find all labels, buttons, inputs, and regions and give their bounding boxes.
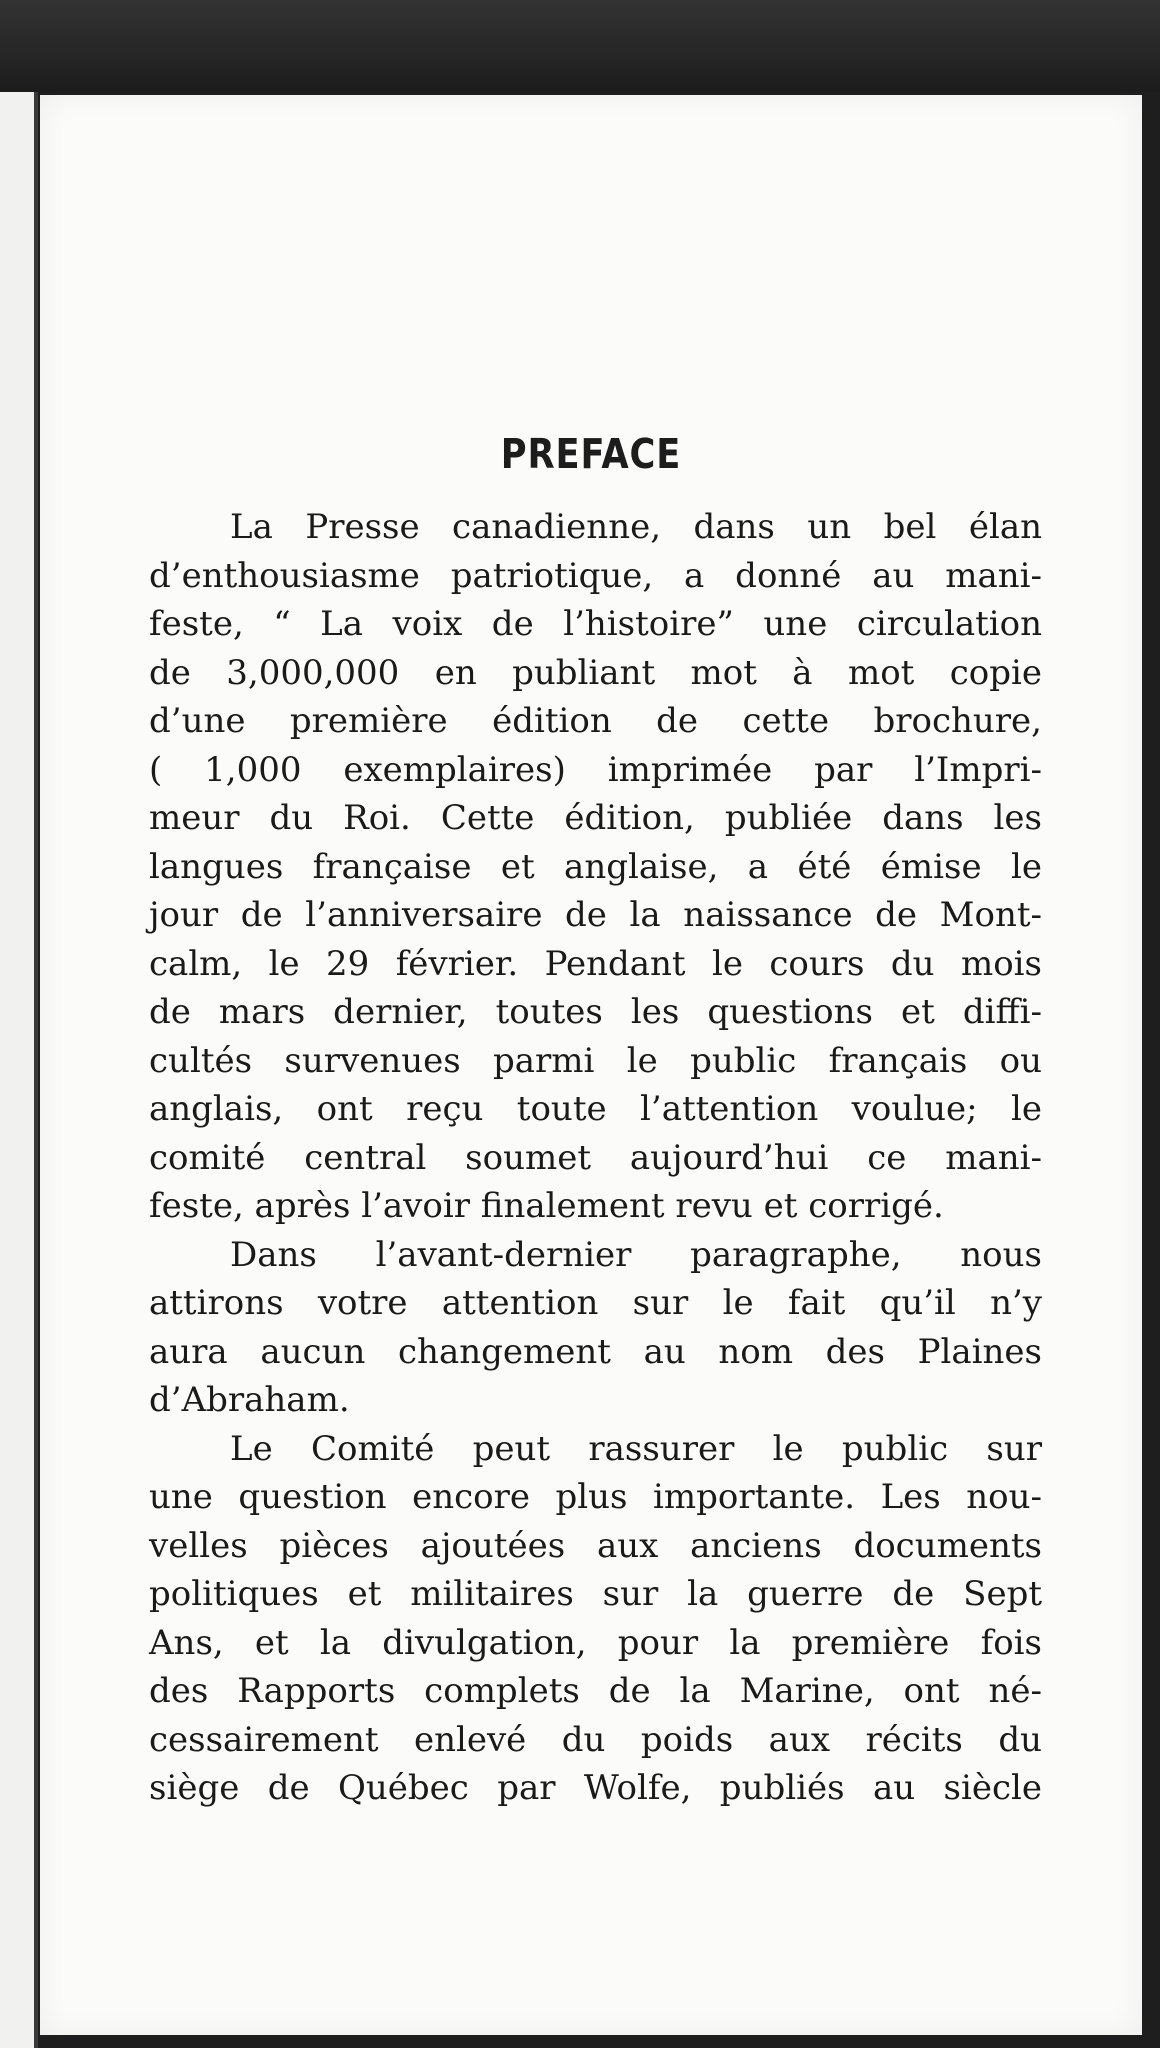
text-line: Dans l’avant-dernier paragraphe, nous [230,1234,1042,1275]
text-line: Le Comité peut rassurer le public sur [230,1428,1042,1469]
text-line: d’enthousiasme patriotique, a donné au mani- [149,555,1042,596]
text-line: siège de Québec par Wolfe, publiés au siècle [149,1768,1042,1808]
text-line: d’une première édition de cette brochure, [149,701,1042,741]
text-line: ( 1,000 exemplaires) imprimée par l’Impri- [149,749,1042,790]
text-line: langues française et anglaise, a été émise le [149,846,1042,887]
text-line: calm, le 29 février. Pendant le cours du mois [149,943,1042,984]
text-line: meur du Roi. Cette édition, publiée dans les [149,798,1042,838]
text-line: feste, après l’avoir finalement revu et corrigé. [149,1186,944,1226]
text-line: cultés survenues parmi le public français ou [149,1040,1042,1081]
text-line: d’Abraham. [149,1380,350,1420]
text-line: attirons votre attention sur le fait qu’il n’y [149,1283,1042,1323]
text-line: des Rapports complets de la Marine, ont né- [149,1671,1042,1711]
text-line: politiques et militaires sur la guerre de Sept [149,1574,1042,1614]
adjacent-page-edge [0,92,38,2048]
text-line: une question encore plus importante. Les nou- [149,1477,1042,1517]
text-line: de 3,000,000 en publiant mot à mot copie [149,652,1042,693]
text-line: anglais, ont reçu toute l’attention voulue; le [149,1089,1042,1129]
scan-top-border [0,0,1160,92]
text-line: comité central soumet aujourd’hui ce mani- [149,1137,1042,1178]
page-title: PREFACE [500,430,682,478]
text-line: cessairement enlevé du poids aux récits du [149,1719,1042,1760]
text-line: de mars dernier, toutes les questions et diffi- [149,992,1042,1032]
text-line: aura aucun changement au nom des Plaines [149,1331,1042,1372]
preface-body [149,503,1042,1813]
text-line: Ans, et la divulgation, pour la première fois [149,1622,1042,1663]
text-line: La Presse canadienne, dans un bel élan [230,507,1042,547]
text-line: velles pièces ajoutées aux anciens documents [149,1525,1042,1566]
text-line: feste, “ La voix de l’histoire” une circulation [149,604,1042,644]
book-page [40,95,1142,2035]
text-line: jour de l’anniversaire de la naissance de Mont- [149,895,1042,935]
